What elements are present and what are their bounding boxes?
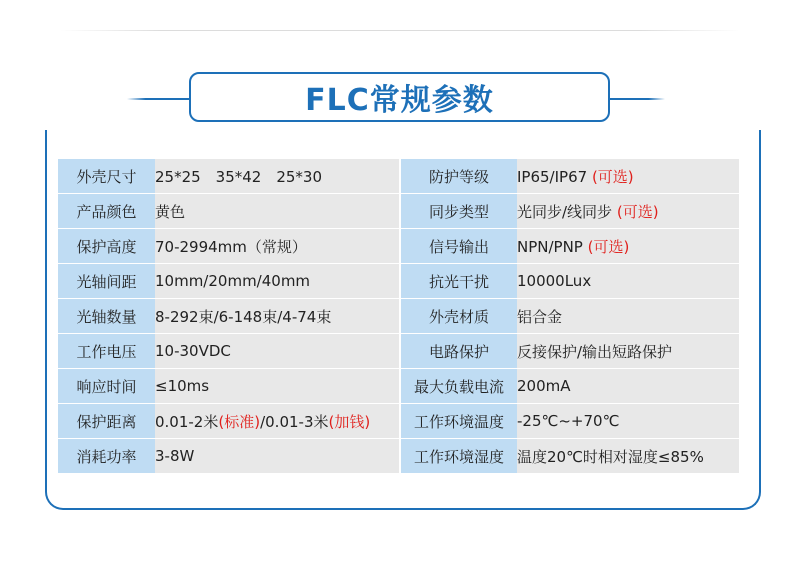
optional-note: (可选) — [616, 202, 659, 221]
page-title: FLC常规参数 — [305, 83, 494, 118]
spec-label: 工作环境温度 — [401, 404, 517, 438]
spec-value — [517, 264, 739, 298]
table-row — [58, 369, 739, 403]
spec-value-text: 0.01-2米 — [155, 412, 219, 431]
spec-label: 响应时间 — [58, 369, 155, 403]
table-row — [58, 264, 739, 298]
title-line-right — [610, 98, 665, 100]
spec-value-text: 70-2994mm（常规） — [155, 237, 307, 256]
spec-label: 信号输出 — [401, 229, 517, 263]
spec-value — [517, 194, 739, 228]
spec-value — [517, 229, 739, 263]
title-banner — [189, 72, 610, 122]
spec-value-text: 铝合金 — [517, 307, 563, 326]
spec-label: 工作环境湿度 — [401, 439, 517, 473]
spec-value-text: 反接保护/输出短路保护 — [517, 342, 673, 361]
spec-label: 最大负载电流 — [401, 369, 517, 403]
table-row — [58, 439, 739, 473]
spec-value — [517, 439, 739, 473]
spec-value-text: 25*25 35*42 25*30 — [155, 167, 323, 186]
extra-cost-note: (加钱) — [328, 412, 371, 431]
spec-label: 保护距离 — [58, 404, 155, 438]
spec-label: 产品颜色 — [58, 194, 155, 228]
spec-value — [517, 369, 739, 403]
spec-value-text: 200mA — [517, 377, 571, 395]
spec-value-text: 10000Lux — [517, 272, 592, 290]
spec-value — [517, 159, 739, 193]
spec-value — [155, 194, 399, 228]
spec-value — [517, 334, 739, 368]
spec-label: 外壳材质 — [401, 299, 517, 333]
table-row — [58, 299, 739, 333]
spec-label: 光轴间距 — [58, 264, 155, 298]
spec-value-text: NPN/PNP — [517, 237, 583, 256]
spec-value — [155, 334, 399, 368]
spec-value-text: -25℃~+70℃ — [517, 412, 620, 430]
spec-value — [155, 439, 399, 473]
spec-label: 光轴数量 — [58, 299, 155, 333]
table-row — [58, 229, 739, 263]
spec-table — [58, 158, 739, 474]
spec-value-text: 黄色 — [155, 202, 186, 221]
spec-value-text: /0.01-3米 — [260, 412, 329, 431]
table-row — [58, 159, 739, 193]
spec-value — [155, 369, 399, 403]
spec-value — [155, 404, 399, 438]
spec-value-text: 3-8W — [155, 447, 195, 465]
spec-value-text: 光同步/线同步 — [517, 202, 613, 221]
spec-value-text: 10mm/20mm/40mm — [155, 272, 311, 290]
spec-value — [155, 159, 399, 193]
spec-value — [517, 404, 739, 438]
spec-value-text: 10-30VDC — [155, 342, 231, 360]
spec-label: 抗光干扰 — [401, 264, 517, 298]
spec-label: 外壳尺寸 — [58, 159, 155, 193]
spec-value — [517, 299, 739, 333]
spec-value — [155, 299, 399, 333]
table-row — [58, 404, 739, 438]
spec-label: 电路保护 — [401, 334, 517, 368]
spec-value-text: 8-292束/6-148束/4-74束 — [155, 307, 332, 326]
spec-value — [155, 264, 399, 298]
spec-label: 消耗功率 — [58, 439, 155, 473]
title-line-left — [127, 98, 189, 100]
spec-label: 防护等级 — [401, 159, 517, 193]
spec-label: 工作电压 — [58, 334, 155, 368]
spec-value-text: IP65/IP67 — [517, 167, 588, 186]
optional-note: (可选) — [587, 237, 630, 256]
table-row — [58, 334, 739, 368]
standard-note: (标准) — [218, 412, 261, 431]
spec-value-text: ≤10ms — [155, 377, 210, 395]
table-row — [58, 194, 739, 228]
top-divider — [60, 30, 740, 31]
optional-note: (可选) — [591, 167, 634, 186]
spec-value-text: 温度20℃时相对湿度≤85% — [517, 447, 704, 466]
spec-value — [155, 229, 399, 263]
spec-label: 同步类型 — [401, 194, 517, 228]
spec-label: 保护高度 — [58, 229, 155, 263]
